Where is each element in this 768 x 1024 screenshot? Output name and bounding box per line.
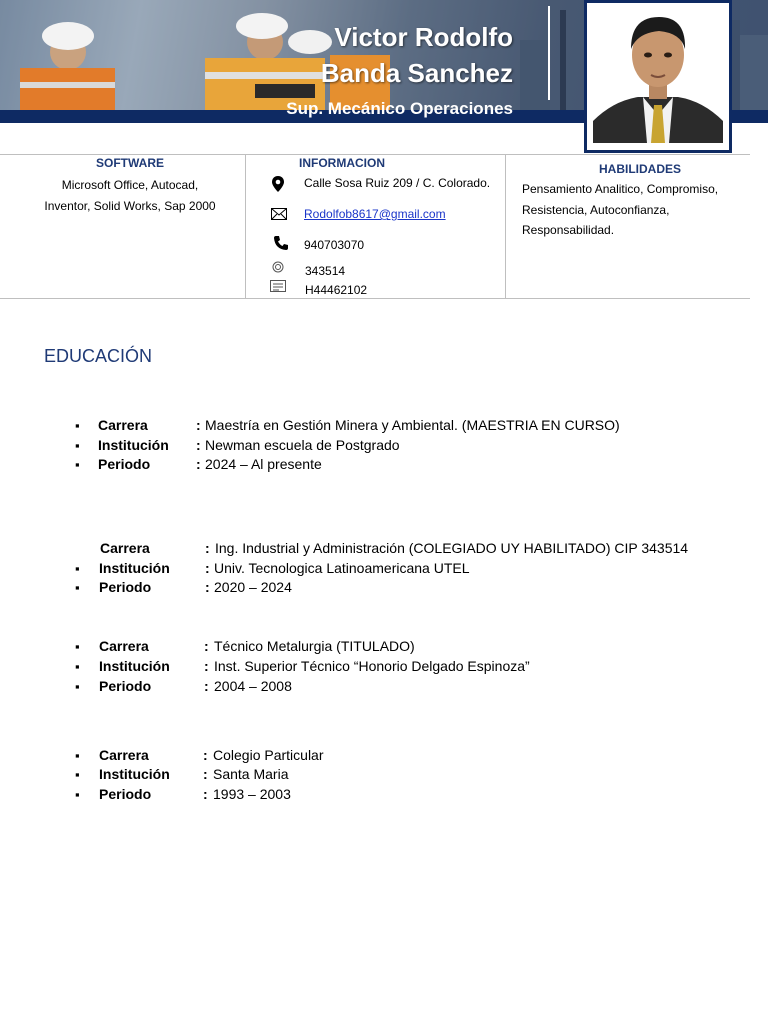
periodo-label: Periodo (99, 678, 152, 694)
colon: : (204, 638, 209, 654)
id-card-icon (270, 279, 286, 293)
periodo-value: 2020 – 2024 (214, 579, 292, 595)
bullet: ▪ (75, 561, 80, 576)
dni-text: H44462102 (305, 283, 368, 297)
institucion-label: Institución (99, 658, 170, 674)
institucion-label: Institución (99, 766, 170, 782)
job-title: Sup. Mecánico Operaciones (286, 99, 513, 118)
habilidades-line-2: Resistencia, Autoconfianza, (522, 203, 670, 217)
institucion-value: Inst. Superior Técnico “Honorio Delgado Espinoza” (214, 658, 530, 674)
education-title: EDUCACIÓN (44, 346, 153, 366)
software-line-2: Inventor, Solid Works, Sap 2000 (44, 199, 216, 213)
info-top-rule (0, 154, 750, 155)
carrera-value: Maestría en Gestión Minera y Ambiental. (MAESTRIA EN CURSO) (205, 417, 620, 433)
phone-icon (273, 235, 289, 251)
institucion-value: Newman escuela de Postgrado (205, 437, 400, 453)
bullet: ▪ (75, 659, 80, 674)
carrera-value: Colegio Particular (213, 747, 324, 763)
bullet: ▪ (75, 679, 80, 694)
email-link[interactable]: Rodolfob8617@gmail.com (304, 207, 446, 221)
periodo-value: 2024 – Al presente (205, 456, 322, 472)
bullet: ▪ (75, 639, 80, 654)
periodo-label: Periodo (99, 786, 152, 802)
carrera-label: Carrera (98, 417, 148, 433)
institucion-label: Institución (98, 437, 169, 453)
institucion-value: Univ. Tecnologica Latinoamericana UTEL (214, 560, 470, 576)
periodo-label: Periodo (98, 456, 151, 472)
habilidades-line-3: Responsabilidad. (522, 223, 615, 237)
carrera-label: Carrera (99, 638, 149, 654)
address-text: Calle Sosa Ruiz 209 / C. Colorado. (304, 176, 491, 190)
bullet: ▪ (75, 787, 80, 802)
periodo-value: 1993 – 2003 (213, 786, 291, 802)
bullet: ▪ (75, 580, 80, 595)
habilidades-heading: HABILIDADES (598, 162, 681, 176)
name-first-line: Victor Rodolfo (334, 22, 513, 52)
informacion-heading: INFORMACION (299, 156, 385, 170)
habilidades-line-1: Pensamiento Analitico, Compromiso, (522, 182, 719, 196)
software-line-1: Microsoft Office, Autocad, (61, 178, 199, 192)
colon: : (205, 560, 210, 576)
badge-icon (271, 261, 285, 273)
periodo-label: Periodo (99, 579, 152, 595)
colon: : (204, 678, 209, 694)
colon: : (196, 417, 201, 433)
bullet: ▪ (75, 767, 80, 782)
colon: : (196, 456, 201, 472)
colon: : (203, 766, 208, 782)
name-second-line: Banda Sanchez (320, 58, 513, 88)
bullet: ▪ (75, 457, 80, 472)
bullet: ▪ (75, 418, 80, 433)
software-heading: SOFTWARE (96, 156, 164, 170)
colon: : (203, 747, 208, 763)
info-column-divider-2 (505, 154, 506, 299)
phone-text: 940703070 (304, 238, 365, 252)
bullet: ▪ (75, 438, 80, 453)
colon: : (205, 540, 210, 556)
info-bottom-rule (0, 298, 750, 299)
carrera-value: Técnico Metalurgia (TITULADO) (214, 638, 415, 654)
location-pin-icon (271, 176, 285, 192)
institucion-label: Institución (99, 560, 170, 576)
carrera-value: Ing. Industrial y Administración (COLEGIADO UY HABILITADO) CIP 343514 (215, 540, 689, 556)
portrait-image (593, 9, 723, 143)
colon: : (196, 437, 201, 453)
periodo-value: 2004 – 2008 (214, 678, 292, 694)
carrera-label: Carrera (100, 540, 150, 556)
colon: : (205, 579, 210, 595)
carrera-label: Carrera (99, 747, 149, 763)
institucion-value: Santa Maria (213, 766, 289, 782)
profile-photo (584, 0, 732, 153)
header-divider (548, 6, 550, 100)
colon: : (203, 786, 208, 802)
envelope-icon (271, 208, 287, 220)
colon: : (204, 658, 209, 674)
bullet: ▪ (75, 748, 80, 763)
cip-text: 343514 (305, 264, 346, 278)
